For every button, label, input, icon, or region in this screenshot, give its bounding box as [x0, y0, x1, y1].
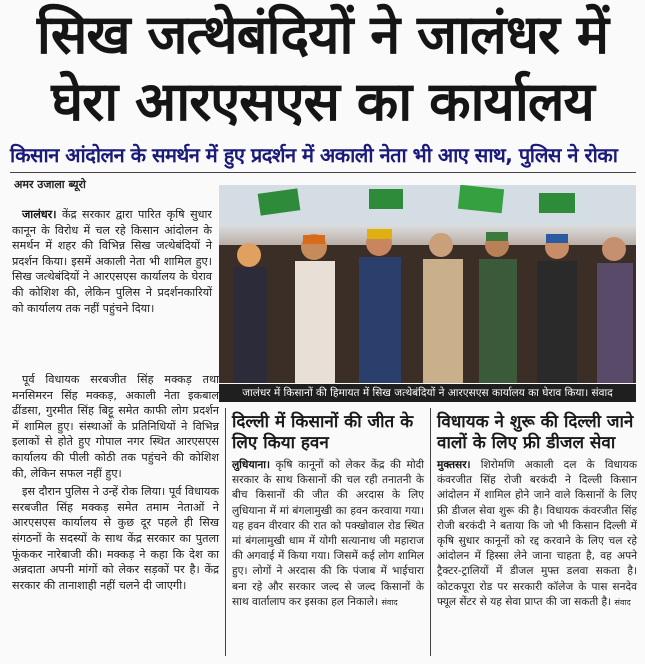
headline-line-1: सिख जत्थेबंदियों ने जालंधर में — [36, 3, 609, 66]
headline-line-2: घेरा आरएसएस का कार्यालय — [51, 70, 594, 133]
photo-caption: जालंधर में किसानों की हिमायत में सिख जत्थेबंदियों ने आरएसएस कार्यालय का घेराव किया। संवाद — [219, 384, 636, 402]
story2-credit: संवाद — [381, 597, 398, 607]
main-story-bottom — [12, 372, 219, 596]
story2-headline: दिल्ली में किसानों की जीत के लिए किया हवन — [232, 412, 414, 453]
column-divider — [225, 408, 226, 656]
story3-dateline: मुक्तसर। — [437, 459, 471, 471]
main-para-2: पूर्व विधायक सरबजीत सिंह मक्कड़ तथा मनसिमरन सिंह मक्कड़, अकाली नेता इकबाल ढींडसा, गुरमीत सिंह बिट्टू समेत काफी लोग प्रदर्शन में शामिल हुए। संस्थाओं के प्रतिनिधियों ने विभिन्न इलाकों से होते हुए गोपाल नगर स्थित आरएसएस कार्यालय की पीली कोठी तक पहुंचने की कोशिश की, लेकिन सफल नहीं हुए। — [12, 373, 219, 480]
byline: अमर उजाला ब्यूरो — [14, 178, 86, 191]
column-divider-2 — [430, 408, 431, 656]
dateline: जालंधर। — [22, 208, 57, 221]
protest-photo — [219, 185, 636, 383]
story3-credit: संवाद — [614, 597, 631, 607]
main-story-top — [12, 207, 212, 319]
story3-headline: विधायक ने शुरू की दिल्ली जाने वालों के लिए फ्री डीजल सेवा — [437, 412, 634, 453]
main-para-3: इस दौरान पुलिस ने उन्हें रोक लिया। पूर्व विधायक सरबजीत सिंह मक्कड़ समेत तमाम नेताओं ने आरएसएस कार्यालय से कुछ दूर पहले ही सिख संगठनों के सदस्यों के साथ केंद्र सरकार का पुतला फूंककर नारेबाजी की। मक्कड़ ने कहा कि देश का अन्नदाता अपनी मांगों को लेकर सड़कों पर है। केंद्र सरकार की तानाशाही नहीं चलने दी जाएगी। — [12, 485, 219, 592]
main-para-1: केंद्र सरकार द्वारा पारित कृषि सुधार कानून के विरोध में चल रहे किसान आंदोलन के समर्थन में शहर की विभिन्न सिख जत्थेबंदियों ने प्रदर्शन किया। इसमें अकाली नेता भी शामिल हुए। सिख जत्थेबंदियों ने आरएसएस कार्यालय के घेराव की कोशिश की, लेकिन पुलिस ने प्रदर्शनकारियों को कार्यालय तक नहीं पहुंचने दिया। — [12, 208, 212, 315]
subheadline: किसान आंदोलन के समर्थन में हुए प्रदर्शन में अकाली नेता भी आए साथ, पुलिस ने रोका — [10, 143, 618, 167]
story3-text: शिरोमणि अकाली दल के विधायक कंवरजीत सिंह रोजी बरकंदी ने दिल्ली किसान आंदोलन में शामिल होने जाने वाले किसानों के लिए फ्री डीजल सेवा शुरू की है। विधायक कंवरजीत सिंह रोजी बरकंदी ने बताया कि जो भी किसान दिल्ली में कृषि सुधार कानूनों को रद्द करवाने के लिए चल रहे आंदोलन में हिस्सा लेने जाना चाहता है, वह अपने ट्रैक्टर-ट्रालियों में डीजल मुफ्त डलवा सकता है। कोटकपूरा रोड पर सरकारी कॉलेज के पास सनदेव फ्यूल सेंटर से यह सेवा प्राप्त की जा सकती है। — [437, 459, 638, 608]
crowd-illustration — [219, 185, 636, 383]
divider — [10, 172, 636, 173]
story3-body — [437, 458, 637, 613]
story2-text: कृषि कानूनों को लेकर केंद्र की मोदी सरकार के साथ किसानों की चल रही तनातनी के बीच किसानों की जीत की अरदास के लिए लुधियाना में मां बंगलामुखी का हवन करवाया गया। यह हवन वीरवार की रात को पक्खोवाल रोड स्थित मां बंगलामुखी धाम में योगी सत्यानाथ जी महाराज की अगवाई में किया गया। जिसमें कई लोग शामिल हुए। लोगों ने अरदास की कि पंजाब में भाईचारा बना रहे और सरकार जल्द से जल्द किसानों के साथ वार्तालाप कर इसका हल निकाले। — [232, 459, 424, 608]
story2-dateline: लुधियाना। — [232, 459, 270, 471]
story2-body — [232, 458, 424, 613]
